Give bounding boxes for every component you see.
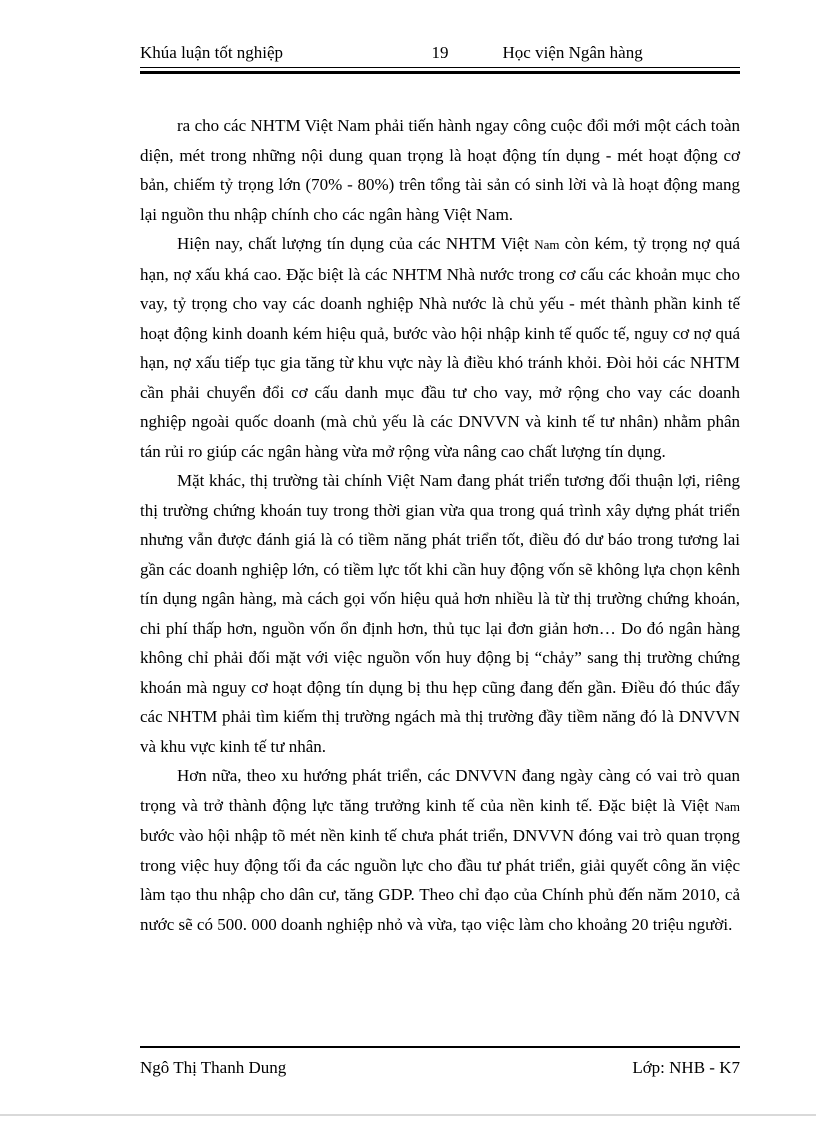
footer-row — [140, 1057, 740, 1079]
text-run: bước vào hội nhập tõ mét nền kinh tế chưa phát triển, DNVVN đóng vai trò quan trọng trong việc huy động tối đa các nguồn lực cho đầu tư phát triển, giải quyết công ăn việc làm tạo thu nhập cho dân cư, tăng GDP. Theo chỉ đạo của Chính phủ đến năm 2010, cả nước sẽ có 500. 000 doanh nghiệp nhỏ và vừa, tạo việc làm cho khoảng 20 triệu người. — [140, 826, 740, 934]
paragraph — [140, 111, 740, 229]
text-run: ra cho các NHTM Việt Nam phải tiến hành ngay công cuộc đổi mới một cách toàn diện, mét trong những nội dung quan trọng là hoạt động tín dụng - mét hoạt động cơ bản, chiếm tỷ trọng lớn (70% - 80%) trên tổng tài sản có sinh lời và là hoạt động mang lại nguồn thu nhập chính cho các ngân hàng Việt Nam. — [140, 116, 740, 224]
header-institution: Học viện Ngân hàng — [502, 43, 643, 62]
page-number: 19 — [431, 43, 449, 62]
text-run: Mặt khác, thị trường tài chính Việt Nam đang phát triển tương đối thuận lợi, riêng thị trường chứng khoán tuy trong thời gian vừa qua trong quá trình xây dựng phát triển nhưng vẫn được đánh giá là có tiềm năng phát triển tốt, điều đó dư báo trong tương lai gần các doanh nghiệp lớn, có tiềm lực tốt khi cần huy động vốn sẽ không lựa chọn kênh tín dụng ngân hàng, mà cách gọi vốn hiệu quả hơn nhiều là từ thị trường chứng khoán, chi phí thấp hơn, nguồn vốn ổn định hơn, thủ tục lại đơn giản hơn… Do đó ngân hàng không chỉ phải đối mặt với việc nguồn vốn huy động bị “chảy” sang thị trường chứng khoán mà nguy cơ hoạt động tín dụng bị thu hẹp cũng đang đến gần. Điều đó thúc đẩy các NHTM phải tìm kiếm thị trường ngách mà thị trường đầy tiềm năng đó là DNVVN và khu vực kinh tế tư nhân. — [140, 471, 740, 756]
document-body — [140, 111, 740, 939]
text-run: Hơn nữa, theo xu hướng phát triển, các DNVVN đang ngày càng có vai trò quan trọng và trở thành động lực tăng trưởng kinh tế của nền kinh tế. Đặc biệt là Việt — [140, 766, 740, 815]
header-document-title: Khúa luận tốt nghiệp — [140, 43, 284, 62]
page-footer — [140, 1046, 740, 1079]
footer-divider — [140, 1046, 740, 1048]
footer-author-name: Ngô Thị Thanh Dung — [140, 1058, 287, 1077]
paragraph — [140, 761, 740, 939]
text-run: Hiện nay, chất lượng tín dụng của các NHTM Việt — [177, 234, 535, 253]
page-content — [140, 0, 740, 939]
text-run-small: Nam — [534, 237, 560, 252]
text-run-small: Nam — [714, 798, 740, 814]
page-header — [140, 0, 740, 64]
paragraph — [140, 466, 740, 761]
page-bottom-scan-line — [0, 1114, 816, 1116]
paragraph — [140, 229, 740, 466]
header-divider — [140, 67, 740, 74]
footer-class-label: Lớp: NHB - K7 — [632, 1058, 740, 1077]
text-run: còn kém, tỷ trọng nợ quá hạn, nợ xấu khá cao. Đặc biệt là các NHTM Nhà nước trong cơ cấu các khoản mục cho vay, tỷ trọng cho vay các doanh nghiệp Nhà nước là chủ yếu - mét thành phần kinh tế hoạt động kinh doanh kém hiệu quả, bước vào hội nhập kinh tế quốc tế, nguy cơ nợ quá hạn, nợ xấu tiếp tục gia tăng từ khu vực này là điều khó tránh khỏi. Đòi hỏi các NHTM cần phải chuyển đổi cơ cấu danh mục đầu tư cho vay, mở rộng cho vay các doanh nghiệp ngoài quốc doanh (mà chủ yếu là các DNVVN và kinh tế tư nhân) nhằm phân tán rủi ro giúp các ngân hàng vừa mở rộng vừa nâng cao chất lượng tín dụng. — [140, 234, 740, 461]
